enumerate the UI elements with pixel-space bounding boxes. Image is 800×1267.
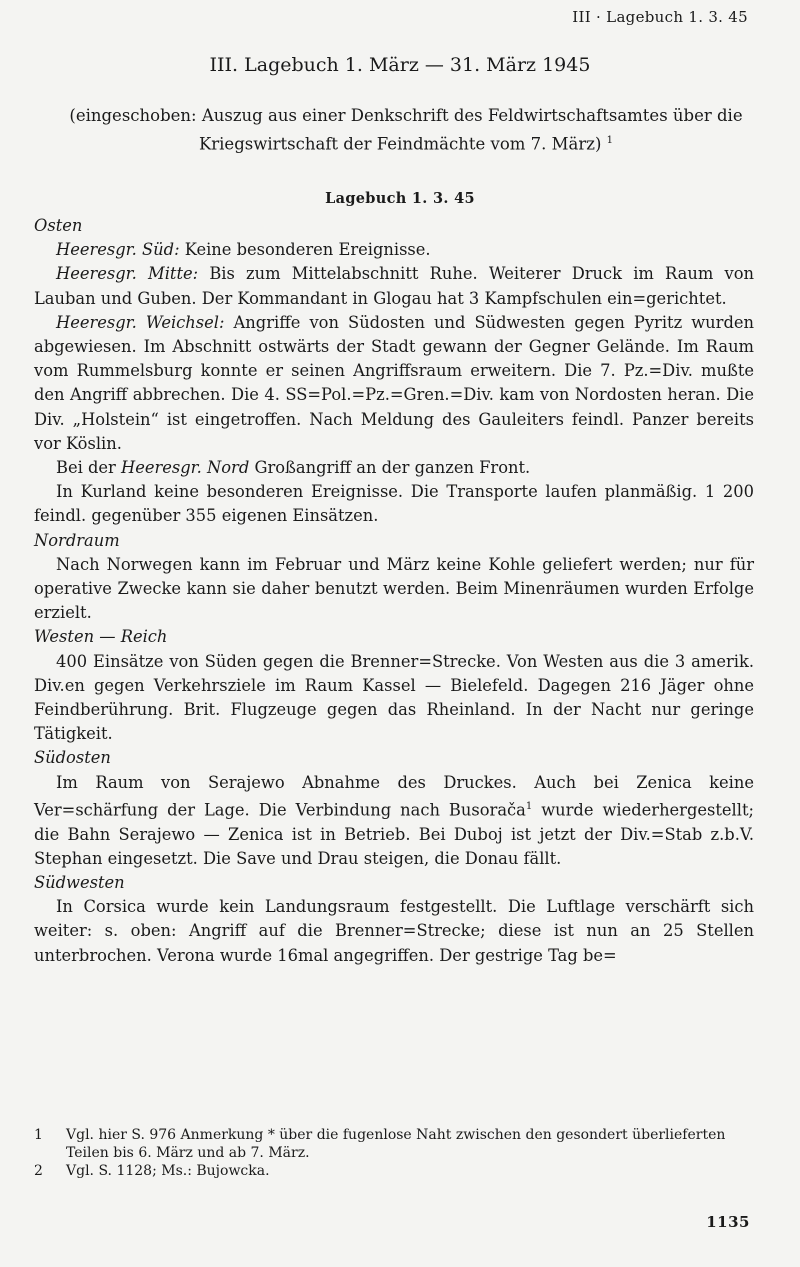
unit-label: Heeresgr. Weichsel:	[56, 312, 225, 332]
unit-label: Heeresgr. Mitte:	[56, 264, 199, 284]
paragraph-westen: 400 Einsätze von Süden gegen die Brenner=Strecke. Von Westen aus die 3 amerik. Div.en gegen Verkehrsziele im Raum Kassel — Bielefeld. Dagegen 216 Jäger ohne Feindberührung. Brit. Flugzeuge gegen das Rheinland. In der Nacht nur geringe Tätigkeit.	[34, 651, 754, 744]
paragraph-heeresgr-nord	[34, 456, 754, 480]
unit-label: Heeresgr. Nord	[121, 458, 250, 478]
section-heading-osten: Osten	[34, 216, 83, 235]
paragraph-heeresgr-sued	[34, 238, 754, 262]
footnote-number: 2	[34, 1163, 43, 1179]
paragraph-text: Großangriff an der ganzen Front.	[249, 458, 531, 478]
footnote-text: Vgl. S. 1128; Ms.: Bujowcka.	[66, 1163, 270, 1179]
footnote-text: Vgl. hier S. 976 Anmerkung * über die fugenlose Naht zwischen den gesondert überlieferten Teilen bis 6. März und ab 7. März.	[66, 1127, 726, 1161]
chapter-title: III. Lagebuch 1. März — 31. März 1945	[209, 54, 591, 76]
section-heading-suedosten: Südosten	[34, 748, 111, 768]
unit-label: Heeresgr. Süd:	[56, 240, 180, 260]
running-head: III · Lagebuch 1. 3. 45	[572, 8, 748, 26]
entry-body	[34, 214, 754, 968]
footnotes	[34, 1126, 754, 1180]
page-number: 1135	[706, 1213, 750, 1231]
paragraph-heeresgr-mitte	[34, 262, 754, 310]
paragraph-text: Bis zum Mittelabschnitt Ruhe. Weiterer Druck im Raum von Lauban und Guben. Der Kommandant in Glogau hat 3 Kampfschulen ein=gerichtet.	[34, 264, 754, 308]
footnote-ref[interactable]: 1	[606, 135, 614, 146]
paragraph-text: Keine besonderen Ereignisse.	[179, 240, 431, 260]
section-heading-suedwesten: Südwesten	[34, 872, 125, 892]
footnote-ref[interactable]: 1	[525, 800, 533, 812]
paragraph-prefix: Bei der	[56, 458, 121, 478]
section-heading-westen: Westen — Reich	[34, 627, 168, 647]
paragraph-suedwesten: In Corsica wurde kein Landungsraum festgestellt. Die Luftlage verschärft sich weiter: s. oben: Angriff auf die Brenner=Strecke; diese ist nun an 25 Stellen unterbrochen. Verona wurde 16mal angegriffen. Der gestrige Tag be=	[34, 897, 754, 965]
footnote-number: 1	[34, 1127, 43, 1143]
entry-title: Lagebuch 1. 3. 45	[325, 190, 475, 207]
footnote	[34, 1126, 754, 1162]
paragraph-suedosten	[34, 771, 754, 871]
paragraph-kurland: In Kurland keine besonderen Ereignisse. Die Transporte laufen planmäßig. 1 200 feindl. gegenüber 355 eigenen Einsätzen.	[34, 482, 754, 526]
section-heading-nordraum: Nordraum	[34, 530, 120, 550]
footnote	[34, 1162, 754, 1180]
inserted-note-text: (eingeschoben: Auszug aus einer Denkschrift des Feldwirtschaftsamtes über die Kriegswirtschaft der Feindmächte vom 7. März)	[69, 106, 743, 154]
inserted-note	[50, 103, 762, 157]
paragraph-text: Im Raum von Serajewo Abnahme des Druckes. Auch bei Zenica keine Ver=schärfung der Lage. Die Verbindung nach Busorača	[34, 772, 754, 820]
paragraph-text: Angriffe von Südosten und Südwesten gegen Pyritz wurden abgewiesen. Im Abschnitt ostwärts der Stadt gewann der Gegner Gelände. Im Raum vom Rummelsburg konnte er seinen Angriffsraum erweitern. Die 7. Pz.=Div. mußte den Angriff abbrechen. Die 4. SS=Pol.=Pz.=Gren.=Div. kam von Nordosten heran. Die Div. „Holstein“ ist eingetroffen. Nach Meldung des Gauleiters feindl. Panzer bereits vor Köslin.	[34, 312, 754, 453]
paragraph-heeresgr-weichsel	[34, 311, 754, 456]
paragraph-text: wurde wiederhergestellt; die Bahn Serajewo — Zenica ist in Betrieb. Bei Duboj ist jetzt der Div.=Stab z.b.V. Stephan eingesetzt. Die Save und Drau steigen, die Donau fällt.	[34, 800, 755, 868]
paragraph-norwegen: Nach Norwegen kann im Februar und März keine Kohle geliefert werden; nur für operative Zwecke kann sie daher benutzt werden. Beim Minenräumen wurden Erfolge erzielt.	[34, 554, 754, 623]
